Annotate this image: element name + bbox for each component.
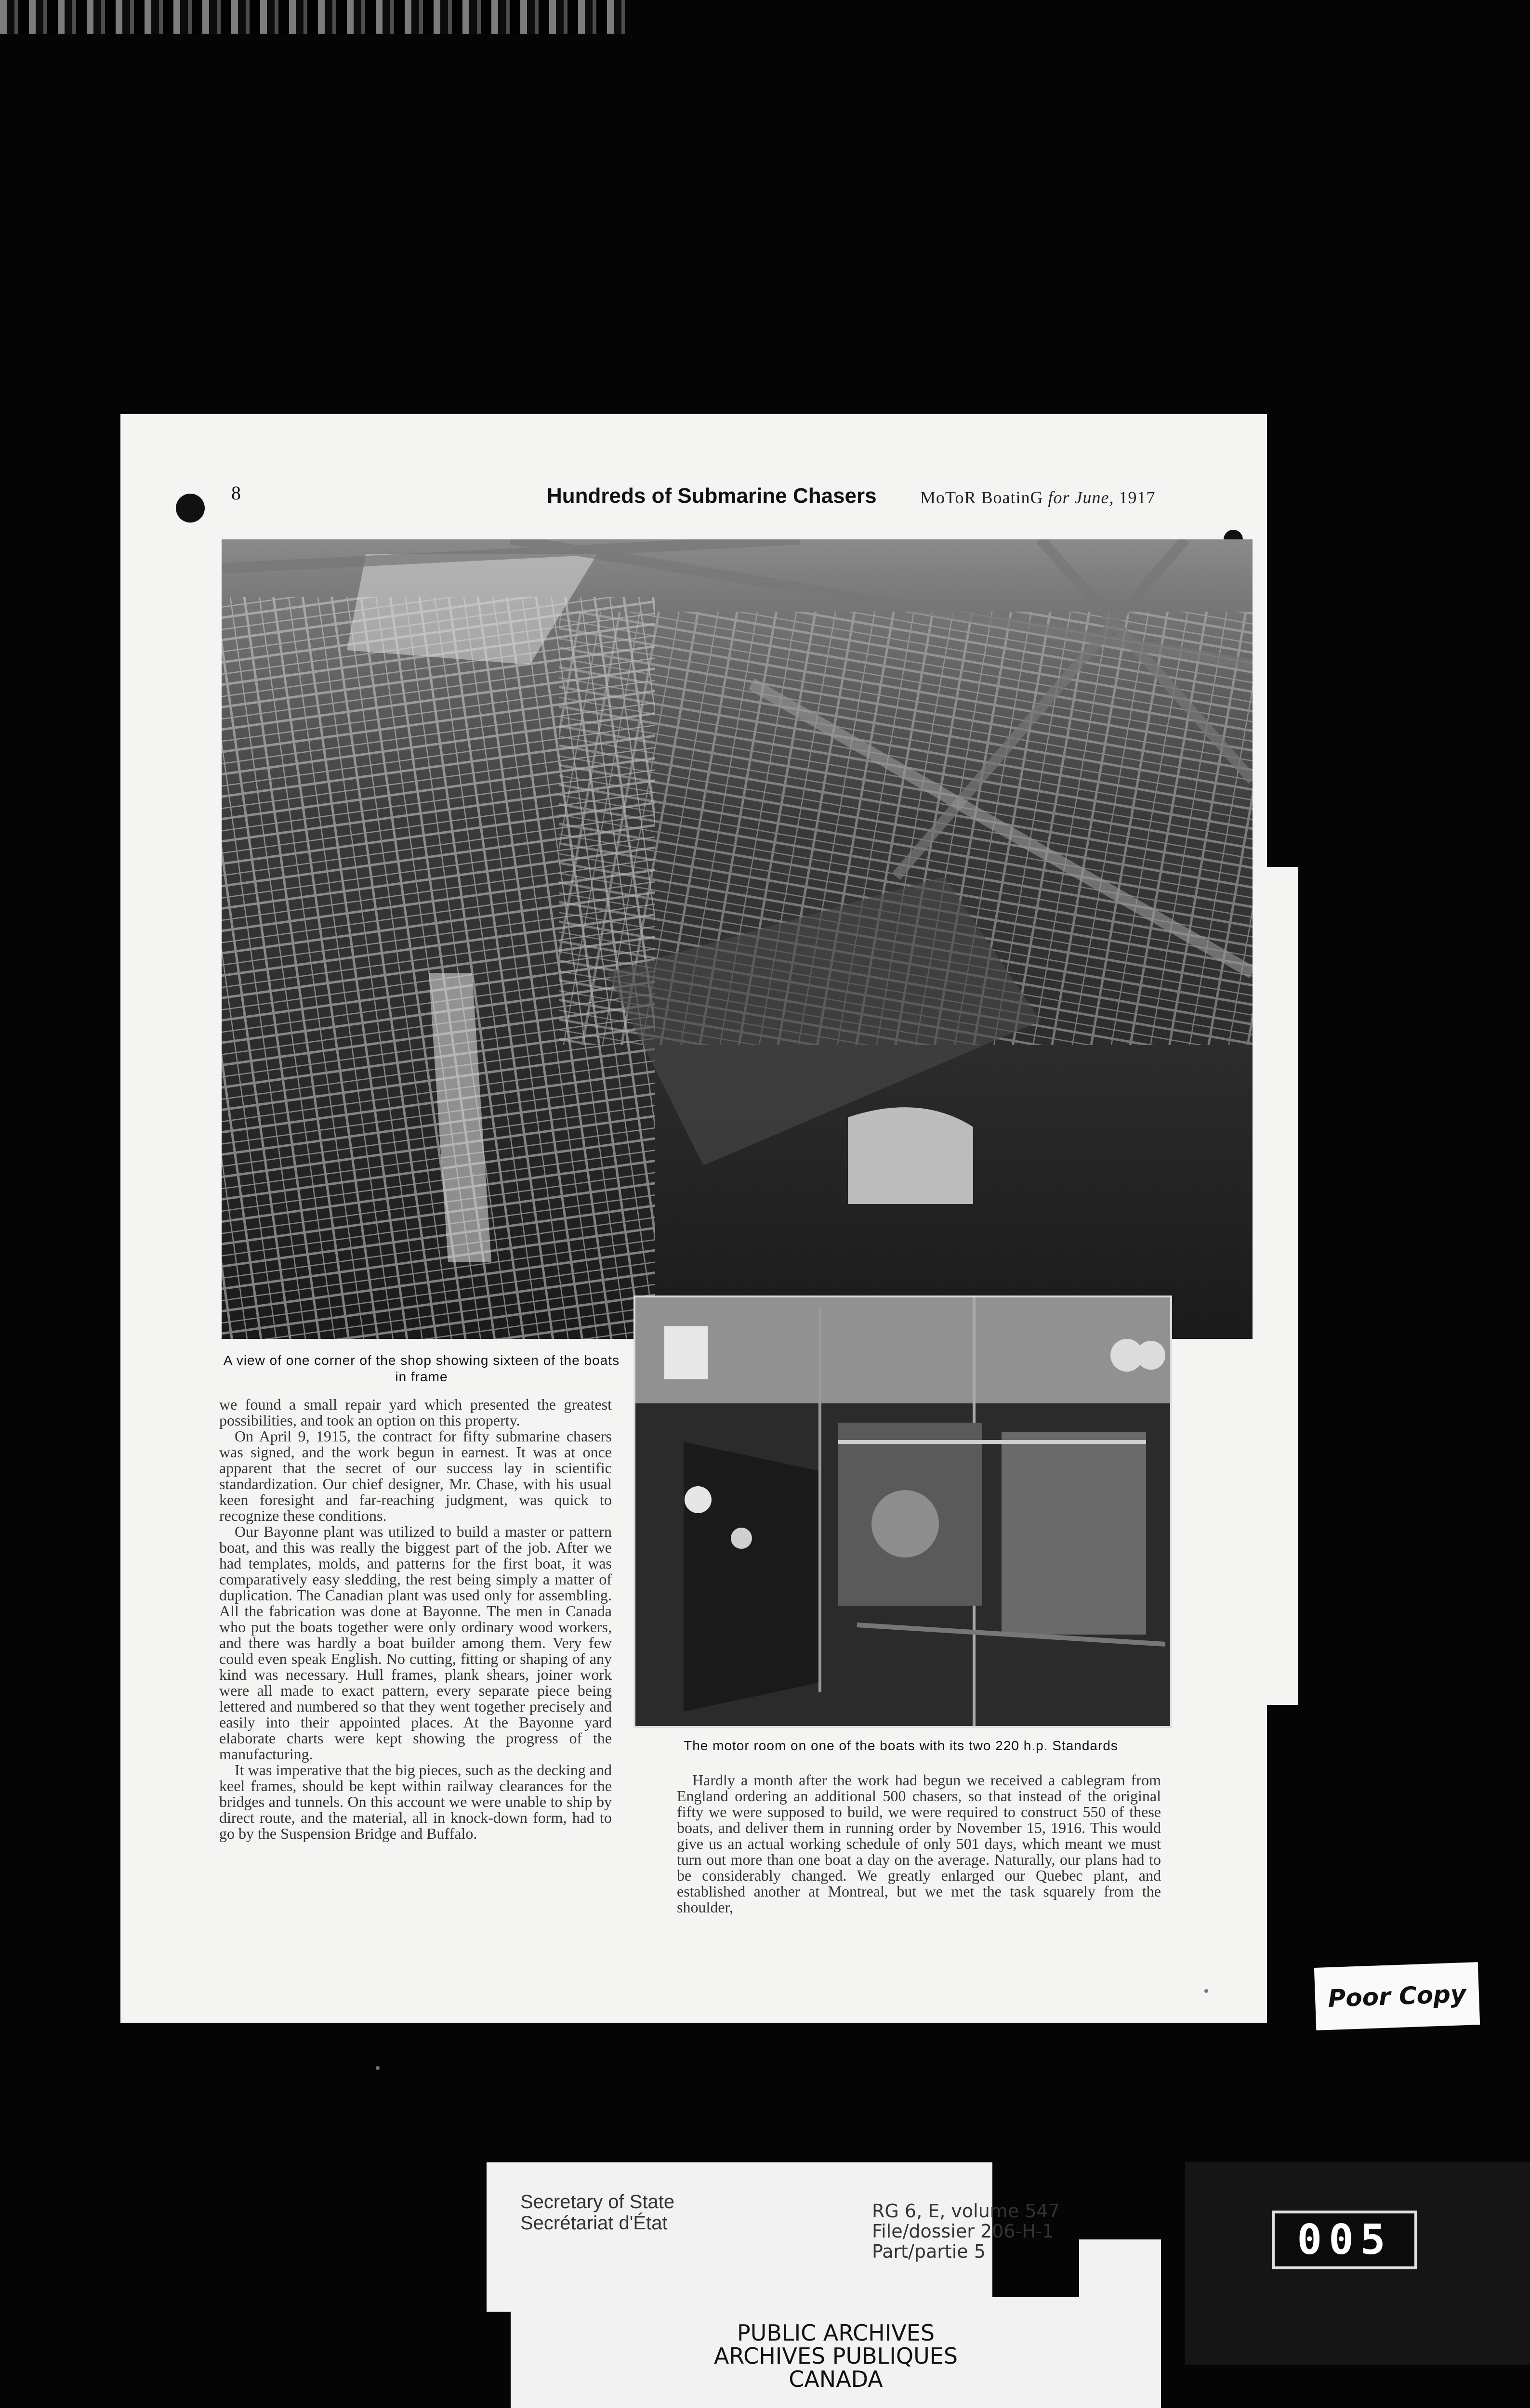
page-number: 8 <box>231 482 241 504</box>
archives-fr: ARCHIVES PUBLIQUES <box>713 2343 958 2369</box>
frame-counter: 005 <box>1272 2211 1417 2269</box>
record-reference <box>872 2201 1060 2262</box>
issue-month: June, <box>1074 488 1114 507</box>
running-head <box>920 487 1155 508</box>
shop-photo <box>222 539 1253 1339</box>
record-group: RG 6, E, volume 547 <box>872 2200 1060 2222</box>
article-column-2 <box>677 1772 1161 1915</box>
article-column-1 <box>219 1397 612 1842</box>
archives-country: CANADA <box>789 2366 883 2392</box>
department-name <box>520 2191 674 2234</box>
shop-photo-caption: A view of one corner of the shop showing sixteen of the boats in frame <box>223 1353 620 1384</box>
magazine-name: MoToR BoatinG <box>920 488 1043 507</box>
article-title: Hundreds of Submarine Chasers <box>547 484 877 508</box>
part-number: Part/partie 5 <box>872 2241 986 2262</box>
punch-hole <box>176 494 205 523</box>
paragraph: we found a small repair yard which presented the greatest possibilities, and took an option on this property. <box>219 1396 612 1429</box>
issue-prefix: for <box>1048 488 1070 507</box>
file-number: File/dossier 206-H-1 <box>872 2221 1054 2242</box>
department-en: Secretary of State <box>520 2191 675 2212</box>
speck <box>1204 1989 1208 1993</box>
speck <box>376 2066 380 2070</box>
motor-room-photo <box>633 1296 1172 1728</box>
paragraph: On April 9, 1915, the contract for fifty submarine chasers was signed, and the work begun in earnest. It was at once apparent that the secret of our success lay in scientific standardization. Our chief designer, Mr. Chase, with his usual keen foresight and far-reaching judgment, was quick to recognize these conditions. <box>219 1427 612 1524</box>
paragraph: It was imperative that the big pieces, such as the decking and keel frames, should be kept within railway clearances for the bridges and tunnels. On this account we were unable to ship by direct route, and the material, all in knock-down form, had to go by the Suspension Bridge and Buffalo. <box>219 1761 612 1842</box>
page-right-strip <box>1253 867 1298 1705</box>
paragraph: Our Bayonne plant was utilized to build a master or pattern boat, and this was really the biggest part of the job. After we had templates, molds, and patterns for the first boat, it was comparatively easy sledding, the rest being simply a matter of duplication. The Canadian plant was used only for assembling. All the fabrication was done at Bayonne. The men in Canada who put the boats together were only ordinary wood workers, and there was hardly a boat builder among them. Very few could even speak English. No cutting, fitting or shaping of any kind was necessary. Hull frames, plank shears, joiner work were all made to exact pattern, every separate piece being lettered and numbered so that they went together precisely and easily into their appointed places. At the Bayonne yard elaborate charts were kept showing the progress of the manufacturing. <box>219 1523 612 1763</box>
archives-name <box>511 2321 1161 2391</box>
motor-room-caption: The motor room on one of the boats with its two 220 h.p. Standards <box>684 1738 1118 1753</box>
shop-photo-graphic <box>222 539 1253 1339</box>
issue-year: 1917 <box>1119 488 1156 507</box>
department-fr: Secrétariat d'État <box>520 2212 668 2234</box>
poor-copy-annotation: Poor Copy <box>1314 1962 1480 2030</box>
film-edge-noise <box>0 0 626 34</box>
paragraph: Hardly a month after the work had begun we received a cablegram from England ordering an additional 500 chasers, so that instead of the original fifty we were supposed to build, we were required to construct 550 of these boats, and deliver them in running order by November 15, 1916. This would give us an actual working schedule of only 501 days, which meant we must turn out more than one boat a day on the average. Naturally, our plans had to be considerably changed. We greatly enlarged our Quebec plant, and established another at Montreal, but we met the task squarely from the shoulder, <box>677 1771 1161 1916</box>
motor-room-graphic <box>635 1297 1170 1726</box>
archives-en: PUBLIC ARCHIVES <box>737 2320 935 2346</box>
